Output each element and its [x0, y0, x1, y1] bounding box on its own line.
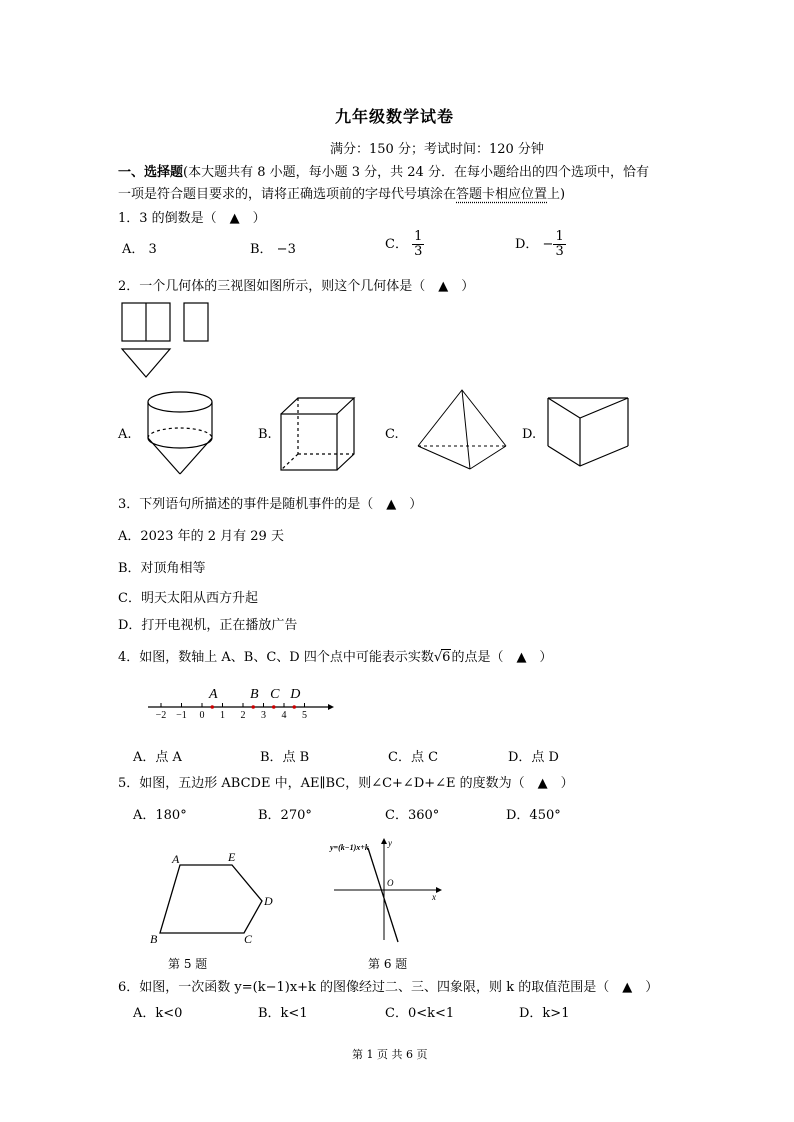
q1-option-d-fraction — [553, 230, 565, 259]
cylinder-bottom-front — [148, 438, 212, 448]
q2-option-d-label: D. — [522, 427, 537, 442]
triangular-prism-figure — [540, 390, 640, 474]
origin-label: O — [387, 878, 394, 888]
q3-option-a: A．2023 年的 2 月有 29 天 — [118, 529, 284, 544]
number-line-tick-label: 4 — [281, 710, 287, 721]
q1-option-d — [515, 230, 566, 259]
number-line-tick-label: 5 — [302, 710, 307, 721]
pyramid-front-edge — [462, 390, 470, 469]
section-intro-line2 — [118, 183, 565, 202]
fraction-denominator: 3 — [555, 244, 564, 259]
q1-option-a: A． 3 — [122, 242, 157, 257]
cube-right — [337, 398, 354, 470]
number-line-tick-label: 1 — [220, 710, 225, 721]
q2-option-b-label: B. — [258, 427, 272, 442]
q4-option-b: B．点 B — [260, 750, 310, 765]
number-line-tick-label: 0 — [199, 710, 205, 721]
pyramid-base-left — [418, 446, 470, 469]
section-intro-line1 — [118, 161, 649, 180]
number-line-point — [210, 705, 214, 709]
vertex-label-a: A — [172, 852, 180, 866]
q3-stem: 3．下列语句所描述的事件是随机事件的是（ ▲ ） — [118, 497, 423, 512]
x-axis-arrow — [436, 887, 442, 893]
q4-stem-a: 4．如图，数轴上 A、B、C、D 四个点中可能表示实数 — [118, 650, 434, 665]
q6-option-a: A．k<0 — [133, 1006, 183, 1021]
vertex-label-d: D — [264, 894, 273, 908]
y-axis-label: y — [388, 838, 392, 848]
number-line — [140, 682, 340, 726]
q3-option-b: B．对顶角相等 — [118, 561, 206, 576]
vertex-label-e: E — [228, 850, 236, 864]
q2-option-c-label: C. — [385, 427, 399, 442]
q1-option-c-fraction — [412, 230, 424, 259]
q3-option-c: C．明天太阳从西方升起 — [118, 591, 258, 606]
pentagon-figure — [140, 845, 290, 950]
number-line-arrow — [328, 704, 334, 710]
q4-option-d: D．点 D — [508, 750, 559, 765]
q4-option-a: A．点 A — [133, 750, 182, 765]
x-axis-label: x — [432, 892, 436, 902]
section-intro-text-b1: 一项是符合题目要求的，请将正确选项前的字母代号填涂在 — [118, 187, 457, 202]
q6-stem: 6．如图，一次函数 y=(k−1)x+k 的图像经过二、三、四象限，则 k 的取值范围是（ ▲ ） — [118, 980, 659, 995]
prism-top-front — [548, 398, 628, 418]
cone-left — [148, 438, 180, 474]
cube-figure — [272, 392, 362, 478]
q5-stem: 5．如图，五边形 ABCDE 中，AE∥BC，则∠C+∠D+∠E 的度数为（ ▲ ） — [118, 776, 574, 791]
number-line-point — [272, 705, 276, 709]
q5-option-c: C．360° — [385, 808, 440, 823]
q1-option-c-label: C． — [385, 237, 408, 252]
pyramid-base-right — [470, 446, 506, 469]
fraction-numerator: 1 — [414, 229, 423, 244]
cube-hidden-diagonal — [281, 454, 298, 470]
fraction-denominator: 3 — [414, 244, 423, 259]
q6-option-b: B．k<1 — [258, 1006, 308, 1021]
section-intro-text-b3: 上) — [547, 187, 566, 202]
q5-option-d: D．450° — [506, 808, 561, 823]
number-line-tick-label: −1 — [176, 710, 187, 721]
q5-figure-caption: 第 5 题 — [168, 957, 208, 971]
q5-option-b: B．270° — [258, 808, 312, 823]
pyramid-outer-edges — [418, 390, 506, 446]
sqrt-radicand: 6 — [442, 650, 451, 665]
linear-function-graph — [326, 836, 446, 948]
q1-stem: 1．3 的倒数是（ ▲ ） — [118, 211, 266, 226]
number-line-point-label: A — [208, 687, 218, 702]
q2-option-a-label: A. — [118, 427, 132, 442]
number-line-point — [292, 705, 296, 709]
q2-stem: 2．一个几何体的三视图如图所示，则这个几何体是（ ▲ ） — [118, 279, 475, 294]
cylinder-cone-figure — [138, 388, 228, 480]
cylinder-bottom-back — [148, 428, 212, 438]
number-line-point-label: B — [249, 687, 259, 702]
q6-figure-caption: 第 6 题 — [368, 957, 408, 971]
page-footer: 第 1 页 共 6 页 — [352, 1048, 428, 1061]
vertex-label-c: C — [244, 932, 253, 946]
q1-option-b: B． −3 — [250, 242, 296, 257]
function-equation-label: y=(k−1)x+k — [330, 843, 369, 852]
q4-stem-b: 的点是（ ▲ ） — [451, 650, 553, 665]
cube-top — [281, 398, 354, 414]
number-line-tick-label: −2 — [155, 710, 167, 721]
fraction-numerator: 1 — [555, 229, 564, 244]
q5-option-a: A．180° — [133, 808, 187, 823]
q6-option-d: D．k>1 — [519, 1006, 570, 1021]
prism-bottom — [548, 446, 628, 466]
q4-option-c: C．点 C — [388, 750, 439, 765]
sqrt-icon: √ — [433, 650, 443, 665]
number-line-point-label: D — [290, 687, 301, 702]
section-heading: 一、选择题 — [118, 165, 184, 180]
q6-option-c: C．0<k<1 — [385, 1006, 455, 1021]
y-axis-arrow — [381, 838, 387, 844]
number-line-point-label: C — [270, 687, 280, 702]
q1-option-d-label: D． − — [515, 237, 554, 252]
function-line — [368, 848, 398, 942]
q4-stem — [118, 646, 552, 665]
side-view — [184, 303, 208, 341]
exam-subtitle: 满分：150 分；考试时间：120 分钟 — [330, 142, 544, 157]
page-title: 九年级数学试卷 — [335, 107, 455, 126]
cone-right — [180, 438, 212, 474]
vertex-label-b: B — [150, 932, 158, 946]
number-line-point — [251, 705, 255, 709]
cube-front — [281, 414, 337, 470]
number-line-tick-label: 2 — [240, 710, 246, 721]
cylinder-top — [148, 392, 212, 412]
top-view — [122, 349, 170, 377]
pyramid-figure — [412, 386, 512, 476]
section-intro-emphasis: 答题卡相应位置 — [456, 187, 548, 202]
q1-option-c — [385, 230, 424, 259]
three-views-figure — [118, 300, 218, 382]
pentagon-shape — [160, 865, 262, 933]
q3-option-d: D．打开电视机，正在播放广告 — [118, 618, 298, 633]
number-line-tick-label: 3 — [261, 710, 266, 721]
section-intro-text-a: (本大题共有 8 小题，每小题 3 分，共 24 分．在每小题给出的四个选项中，恰有 — [183, 165, 649, 180]
